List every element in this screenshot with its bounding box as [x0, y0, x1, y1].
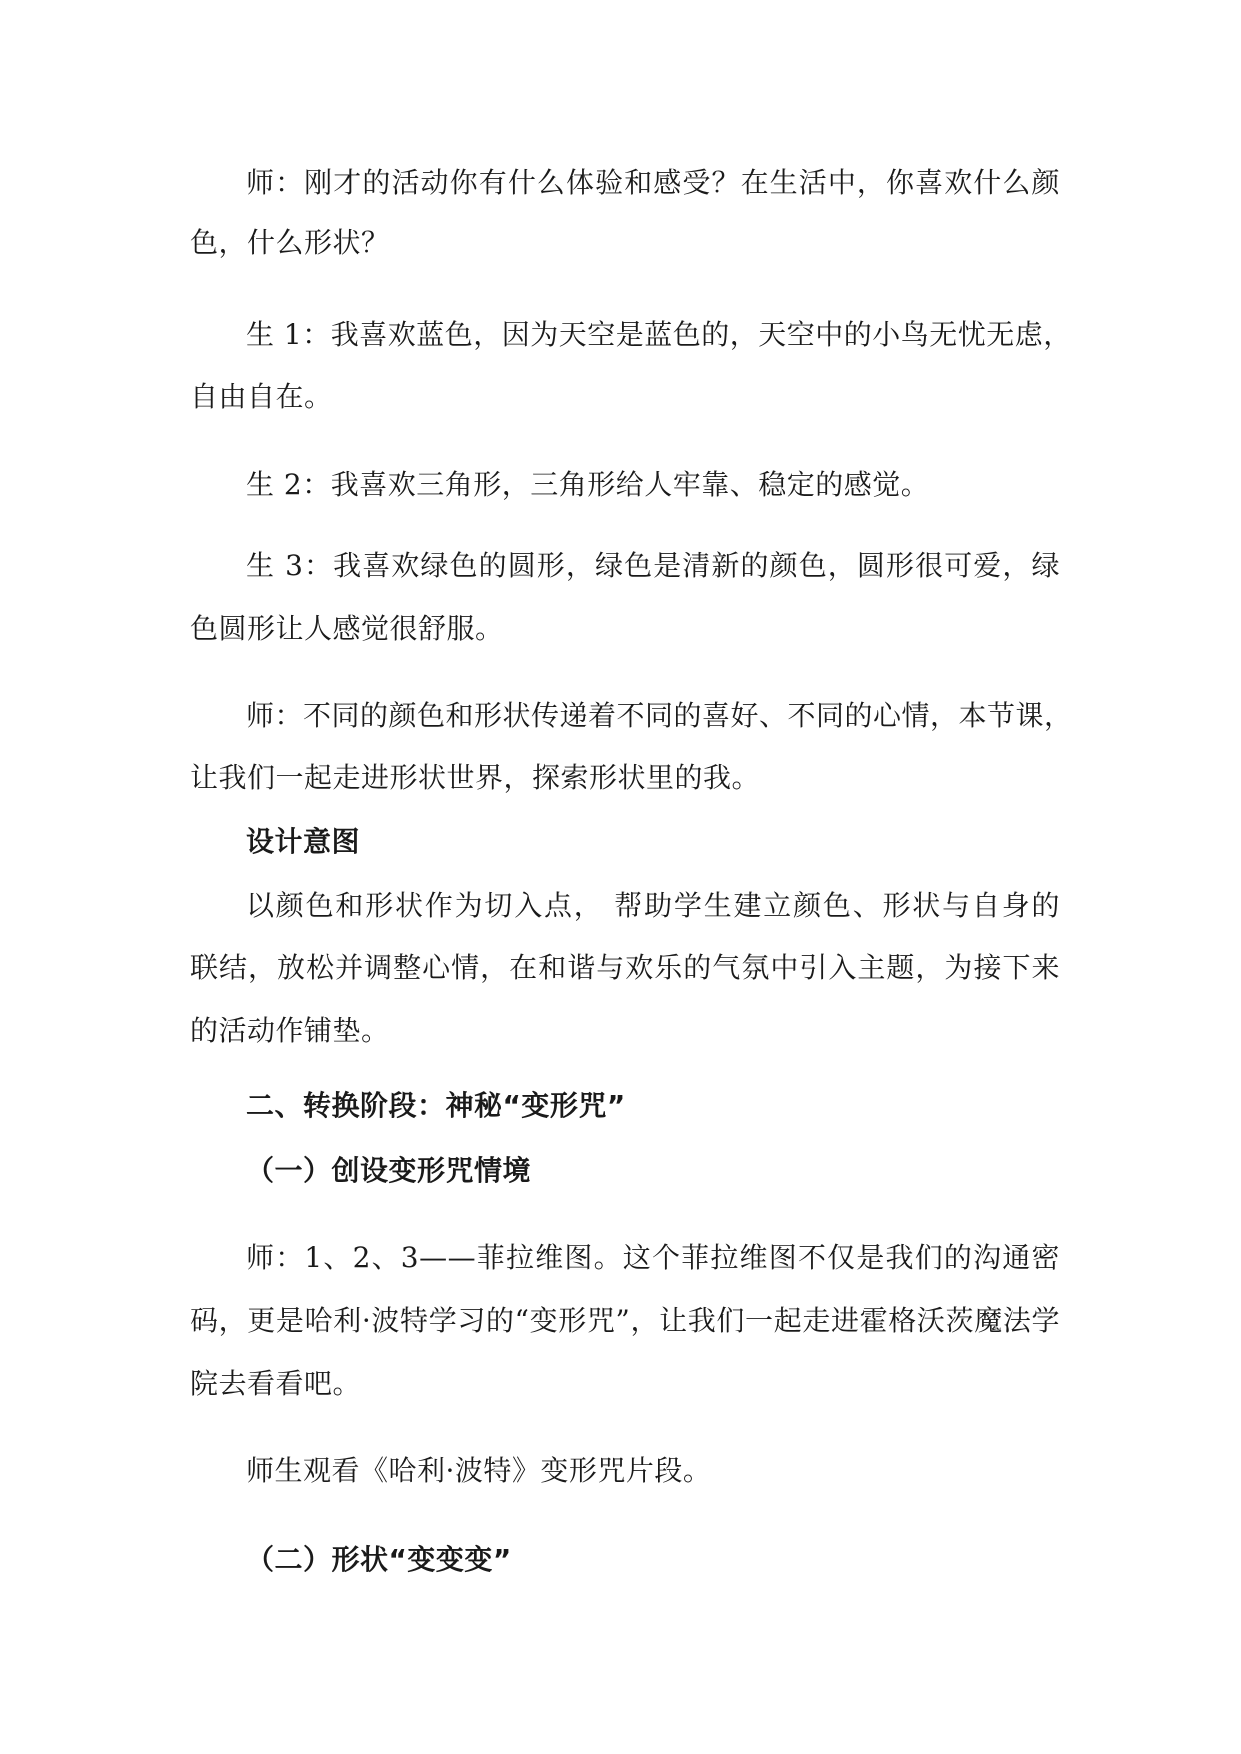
dialogue-teacher2-line-1: 师：不同的颜色和形状传递着不同的喜好、不同的心情，本节课， [246, 699, 1073, 732]
subheading-create-scenario: （一）创设变形咒情境 [246, 1154, 532, 1187]
section-heading-design-intent: 设计意图 [246, 825, 361, 858]
dialogue-student3-line-2: 色圆形让人感觉很舒服。 [190, 612, 504, 645]
design-intent-line-1: 以颜色和形状作为切入点， 帮助学生建立颜色、形状与自身的 [246, 889, 1060, 922]
activity-watch-clip: 师生观看《哈利·波特》变形咒片段。 [246, 1454, 712, 1487]
dialogue-teacher3-line-3: 院去看看吧。 [190, 1367, 362, 1400]
dialogue-teacher2-line-2: 让我们一起走进形状世界，探索形状里的我。 [190, 761, 761, 794]
dialogue-student3-line-1: 生 3：我喜欢绿色的圆形，绿色是清新的颜色，圆形很可爱，绿 [246, 549, 1060, 582]
dialogue-teacher-line-1: 师：刚才的活动你有什么体验和感受？在生活中，你喜欢什么颜 [246, 166, 1060, 199]
subheading-shape-change: （二）形状“变变变” [246, 1543, 512, 1576]
dialogue-teacher3-line-1: 师：1、2、3——菲拉维图。这个菲拉维图不仅是我们的沟通密 [246, 1241, 1060, 1274]
dialogue-student1-line-2: 自由自在。 [190, 380, 333, 413]
design-intent-line-3: 的活动作铺垫。 [190, 1014, 390, 1047]
dialogue-student1-line-1: 生 1：我喜欢蓝色，因为天空是蓝色的，天空中的小鸟无忧无虑， [246, 318, 1072, 351]
dialogue-teacher-line-2: 色，什么形状？ [190, 226, 390, 259]
design-intent-line-2: 联结，放松并调整心情，在和谐与欢乐的气氛中引入主题，为接下来 [190, 951, 1060, 984]
section-heading-transition-stage: 二、转换阶段：神秘“变形咒” [246, 1089, 626, 1122]
dialogue-student2-line-1: 生 2：我喜欢三角形，三角形给人牢靠、稳定的感觉。 [246, 468, 930, 501]
dialogue-teacher3-line-2: 码，更是哈利·波特学习的“变形咒”，让我们一起走进霍格沃茨魔法学 [190, 1304, 1060, 1337]
